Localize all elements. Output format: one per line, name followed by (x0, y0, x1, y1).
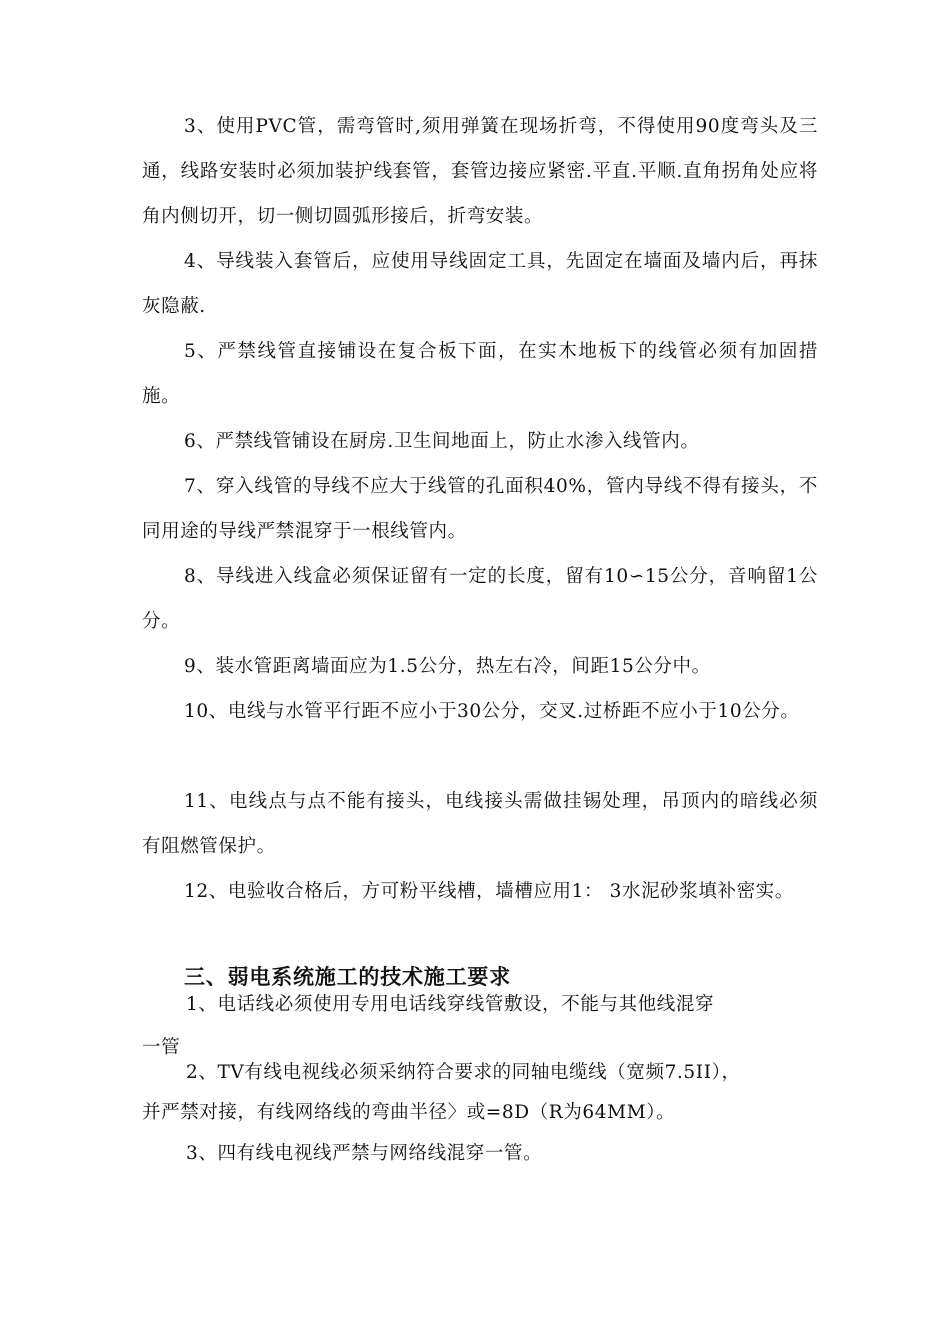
weak-item-1-line-2: 一管 (142, 1037, 181, 1058)
paragraph-11: 11、电线点与点不能有接头，电线接头需做挂锡处理，吊顶内的暗线必须有阻燃管保护。 (142, 791, 818, 857)
paragraph-4: 4、导线装入套管后，应使用导线固定工具，先固定在墙面及墙内后，再抹灰隐蔽. (142, 251, 818, 317)
paragraph-10: 10、电线与水管平行距不应小于30公分，交叉.过桥距不应小于10公分。 (184, 701, 800, 722)
weak-item-3: 3、四有线电视线严禁与网络线混穿一管。 (186, 1143, 543, 1164)
weak-item-1-line-1: 1、电话线必须使用专用电话线穿线管敷设，不能与其他线混穿 (186, 994, 715, 1015)
paragraph-8: 8、导线进入线盒必须保证留有一定的长度，留有10∽15公分，音响留1公分。 (142, 566, 818, 632)
weak-item-2-line-2: 并严禁对接，有线网络线的弯曲半径〉或=8D（R为64MM）。 (142, 1102, 676, 1123)
paragraph-6: 6、严禁线管铺设在厨房.卫生间地面上，防止水渗入线管内。 (184, 431, 700, 452)
section-heading: 三、弱电系统施工的技术施工要求 (184, 964, 511, 989)
paragraph-9: 9、装水管距离墙面应为1.5公分，热左右冷，间距15公分中。 (184, 656, 711, 677)
weak-item-2-line-1: 2、TV有线电视线必须采纳符合要求的同轴电缆线（宽频7.5II）， (186, 1062, 741, 1083)
paragraph-3: 3、使用PVC管，需弯管时,须用弹簧在现场折弯，不得使用90度弯头及三通，线路安装时必须加装护线套管，套管边接应紧密.平直.平顺.直角拐角处应将角内侧切开，切一侧切圆弧形接后，折弯安装。 (142, 116, 818, 227)
paragraph-12: 12、电验收合格后，方可粉平线槽，墙槽应用1： 3水泥砂浆填补密实。 (184, 881, 794, 902)
paragraph-7: 7、穿入线管的导线不应大于线管的孔面积40%，管内导线不得有接头，不同用途的导线严禁混穿于一根线管内。 (142, 476, 818, 542)
paragraph-5: 5、严禁线管直接铺设在复合板下面，在实木地板下的线管必须有加固措施。 (142, 341, 818, 407)
